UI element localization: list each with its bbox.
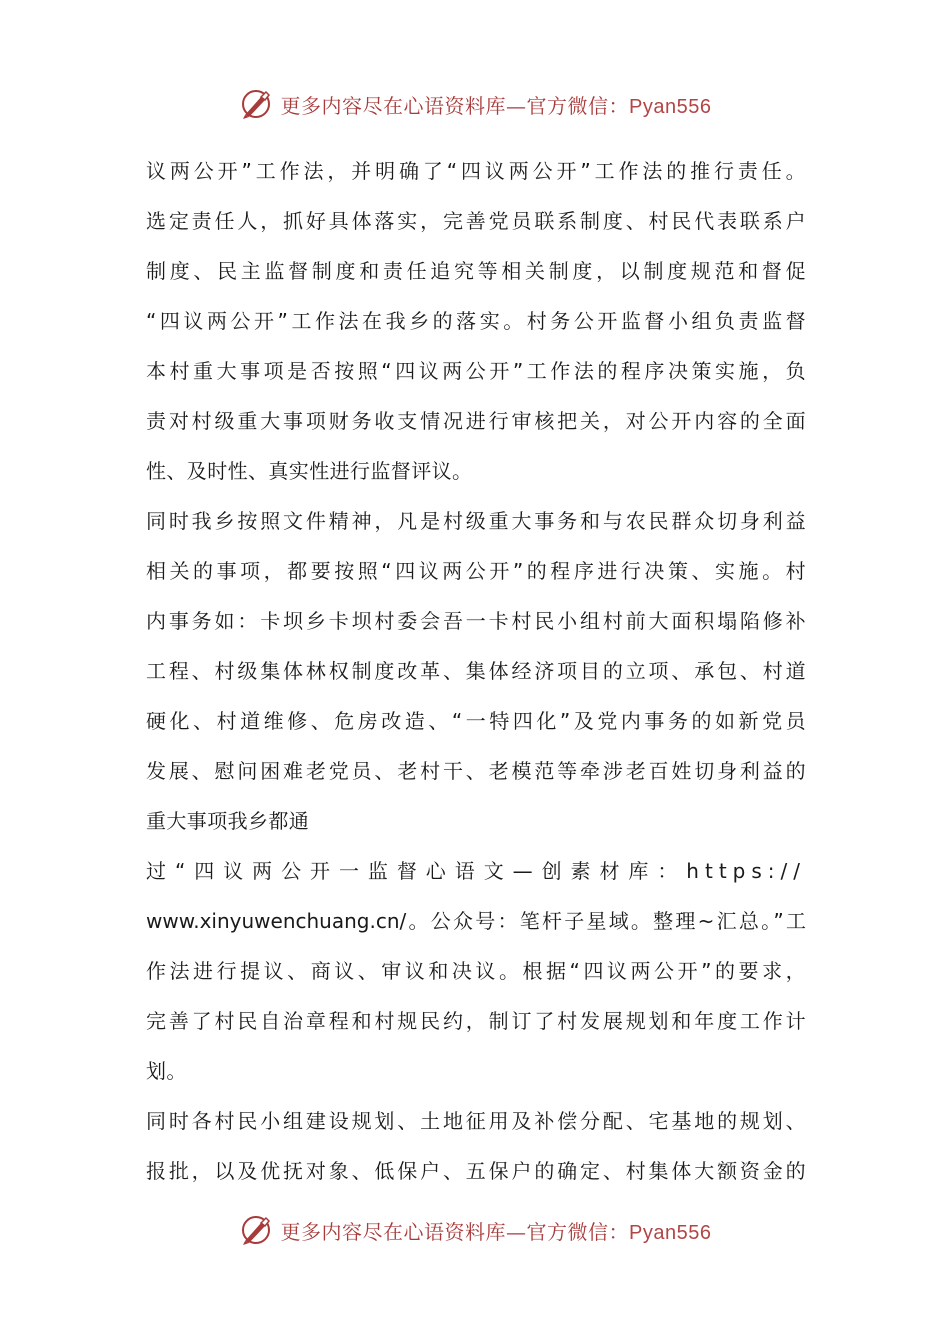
header-banner-handle: Pyan556 — [629, 95, 712, 118]
body-line: 选定责任人，抓好具体落实，完善党员联系制度、村民代表联系户 — [146, 209, 806, 233]
body-line: 相关的事项，都要按照“四议两公开”的程序进行决策、实施。村 — [146, 559, 806, 583]
header-banner — [0, 82, 950, 126]
body-line: 性、及时性、真实性进行监督评议。 — [146, 459, 473, 483]
body-line: 报批，以及优抚对象、低保户、五保户的确定、村集体大额资金的 — [146, 1159, 806, 1183]
body-line: 内事务如：卡坝乡卡坝村委会吾一卡村民小组村前大面积塌陷修补 — [146, 609, 806, 633]
body-line: 重大事项我乡都通 — [146, 809, 310, 833]
header-banner-label: 更多内容尽在心语资料库—官方微信： — [280, 93, 630, 118]
body-line: 议两公开”工作法，并明确了“四议两公开”工作法的推行责任。 — [146, 159, 806, 183]
header-banner-text — [281, 90, 712, 119]
footer-banner-handle: Pyan556 — [629, 1221, 712, 1244]
body-line: 同时各村民小组建设规划、土地征用及补偿分配、宅基地的规划、 — [146, 1109, 806, 1133]
body-line: 制度、民主监督制度和责任追究等相关制度，以制度规范和督促 — [146, 259, 806, 283]
body-line: 作法进行提议、商议、审议和决议。根据“四议两公开”的要求， — [146, 959, 806, 983]
body-line: 同时我乡按照文件精神，凡是村级重大事务和与农民群众切身利益 — [146, 509, 806, 533]
body-line: 工程、村级集体林权制度改革、集体经济项目的立项、承包、村道 — [146, 659, 806, 683]
body-line: 硬化、村道维修、危房改造、“一特四化”及党内事务的如新党员 — [146, 709, 806, 733]
body-line: www.xinyuwenchuang.cn/。公众号：笔杆子星域。整理~汇总。”工 — [146, 909, 806, 933]
footer-banner-label: 更多内容尽在心语资料库—官方微信： — [280, 1219, 630, 1244]
body-line: 划。 — [146, 1059, 187, 1083]
body-line: “四议两公开”工作法在我乡的落实。村务公开监督小组负责监督 — [146, 309, 806, 333]
pen-logo-icon — [239, 1213, 273, 1247]
footer-banner-text — [281, 1216, 712, 1245]
body-line: 本村重大事项是否按照“四议两公开”工作法的程序决策实施，负 — [146, 359, 806, 383]
body-line: 完善了村民自治章程和村规民约，制订了村发展规划和年度工作计 — [146, 1009, 806, 1033]
pen-logo-icon — [239, 87, 273, 121]
body-line: 责对村级重大事项财务收支情况进行审核把关，对公开内容的全面 — [146, 409, 806, 433]
document-body — [146, 146, 806, 1196]
body-line: 过“四议两公开一监督心语文—创素材库：https:// — [146, 859, 806, 883]
body-line: 发展、慰问困难老党员、老村干、老模范等牵涉老百姓切身利益的 — [146, 759, 806, 783]
footer-banner — [0, 1208, 950, 1252]
